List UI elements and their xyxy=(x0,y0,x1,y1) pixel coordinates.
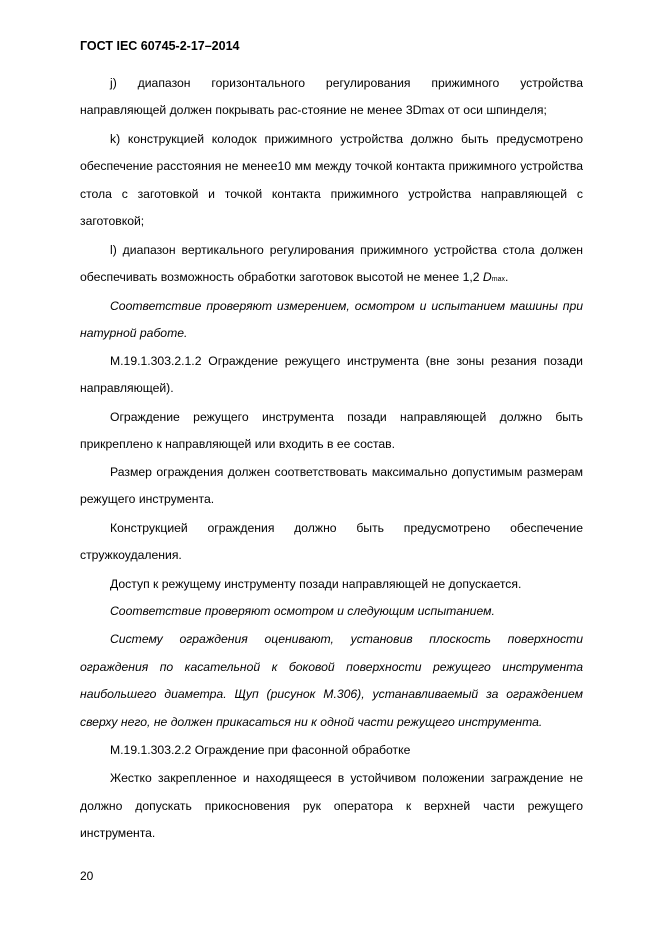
text-line: Конструкцией ограждения должно быть предусмотрено обеспечение xyxy=(110,521,583,535)
italic-text-line: натурной работе. xyxy=(80,326,188,340)
text-line: стружкоудаления. xyxy=(80,548,182,562)
section-heading-line: М.19.1.303.2.2 Ограждение при фасонной обработке xyxy=(110,743,411,757)
italic-text-line: Соответствие проверяют осмотром и следующим испытанием. xyxy=(110,604,495,618)
document-header: ГОСТ IEC 60745-2-17–2014 xyxy=(80,39,240,53)
text-line: прикреплено к направляющей или входить в ее состав. xyxy=(80,437,396,451)
text-line: обеспечивать возможность обработки заготовок высотой не менее 1,2 Dmax. xyxy=(80,270,509,284)
text-line: Жестко закрепленное и находящееся в устойчивом положении заграждение не xyxy=(110,771,583,785)
italic-text-line: наибольшего диаметра. Щуп (рисунок М.306), устанавливаемый за ограждением xyxy=(80,687,583,701)
text-line: k) конструкцией колодок прижимного устройства должно быть предусмотрено xyxy=(110,132,583,146)
text-line: Ограждение режущего инструмента позади направляющей должно быть xyxy=(110,410,583,424)
text-line: направляющей). xyxy=(80,381,174,395)
italic-text-line: ограждения по касательной к боковой поверхности режущего инструмента xyxy=(80,660,583,674)
text-line: Размер ограждения должен соответствовать максимально допустимым размерам xyxy=(110,465,583,479)
text-line: Доступ к режущему инструменту позади направляющей не допускается. xyxy=(110,577,522,591)
text-line: заготовкой; xyxy=(80,214,145,228)
page-number: 20 xyxy=(80,869,94,883)
text-line: обеспечение расстояния не менее10 мм между точкой контакта прижимного устройства xyxy=(80,159,583,173)
italic-text-line: Систему ограждения оценивают, установив плоскость поверхности xyxy=(110,632,583,646)
italic-text-line: Соответствие проверяют измерением, осмотром и испытанием машины при xyxy=(110,299,583,313)
section-heading-line: М.19.1.303.2.1.2 Ограждение режущего инструмента (вне зоны резания позади xyxy=(110,354,583,368)
text-line: направляющей должен покрывать рас-стояние не менее 3Dmax от оси шпинделя; xyxy=(80,103,547,117)
text-line: режущего инструмента. xyxy=(80,492,215,506)
text-line: должно допускать прикосновения рук оператора к верхней части режущего xyxy=(80,799,583,813)
text-line: l) диапазон вертикального регулирования прижимного устройства стола должен xyxy=(110,243,583,257)
text-line: стола с заготовкой и точкой контакта прижимного устройства направляющей с xyxy=(80,187,583,201)
text-line: j) диапазон горизонтального регулирования прижимного устройства xyxy=(110,76,583,90)
italic-text-line: сверху него, не должен прикасаться ни к одной части режущего инструмента. xyxy=(80,715,543,729)
text-line: инструмента. xyxy=(80,826,156,840)
